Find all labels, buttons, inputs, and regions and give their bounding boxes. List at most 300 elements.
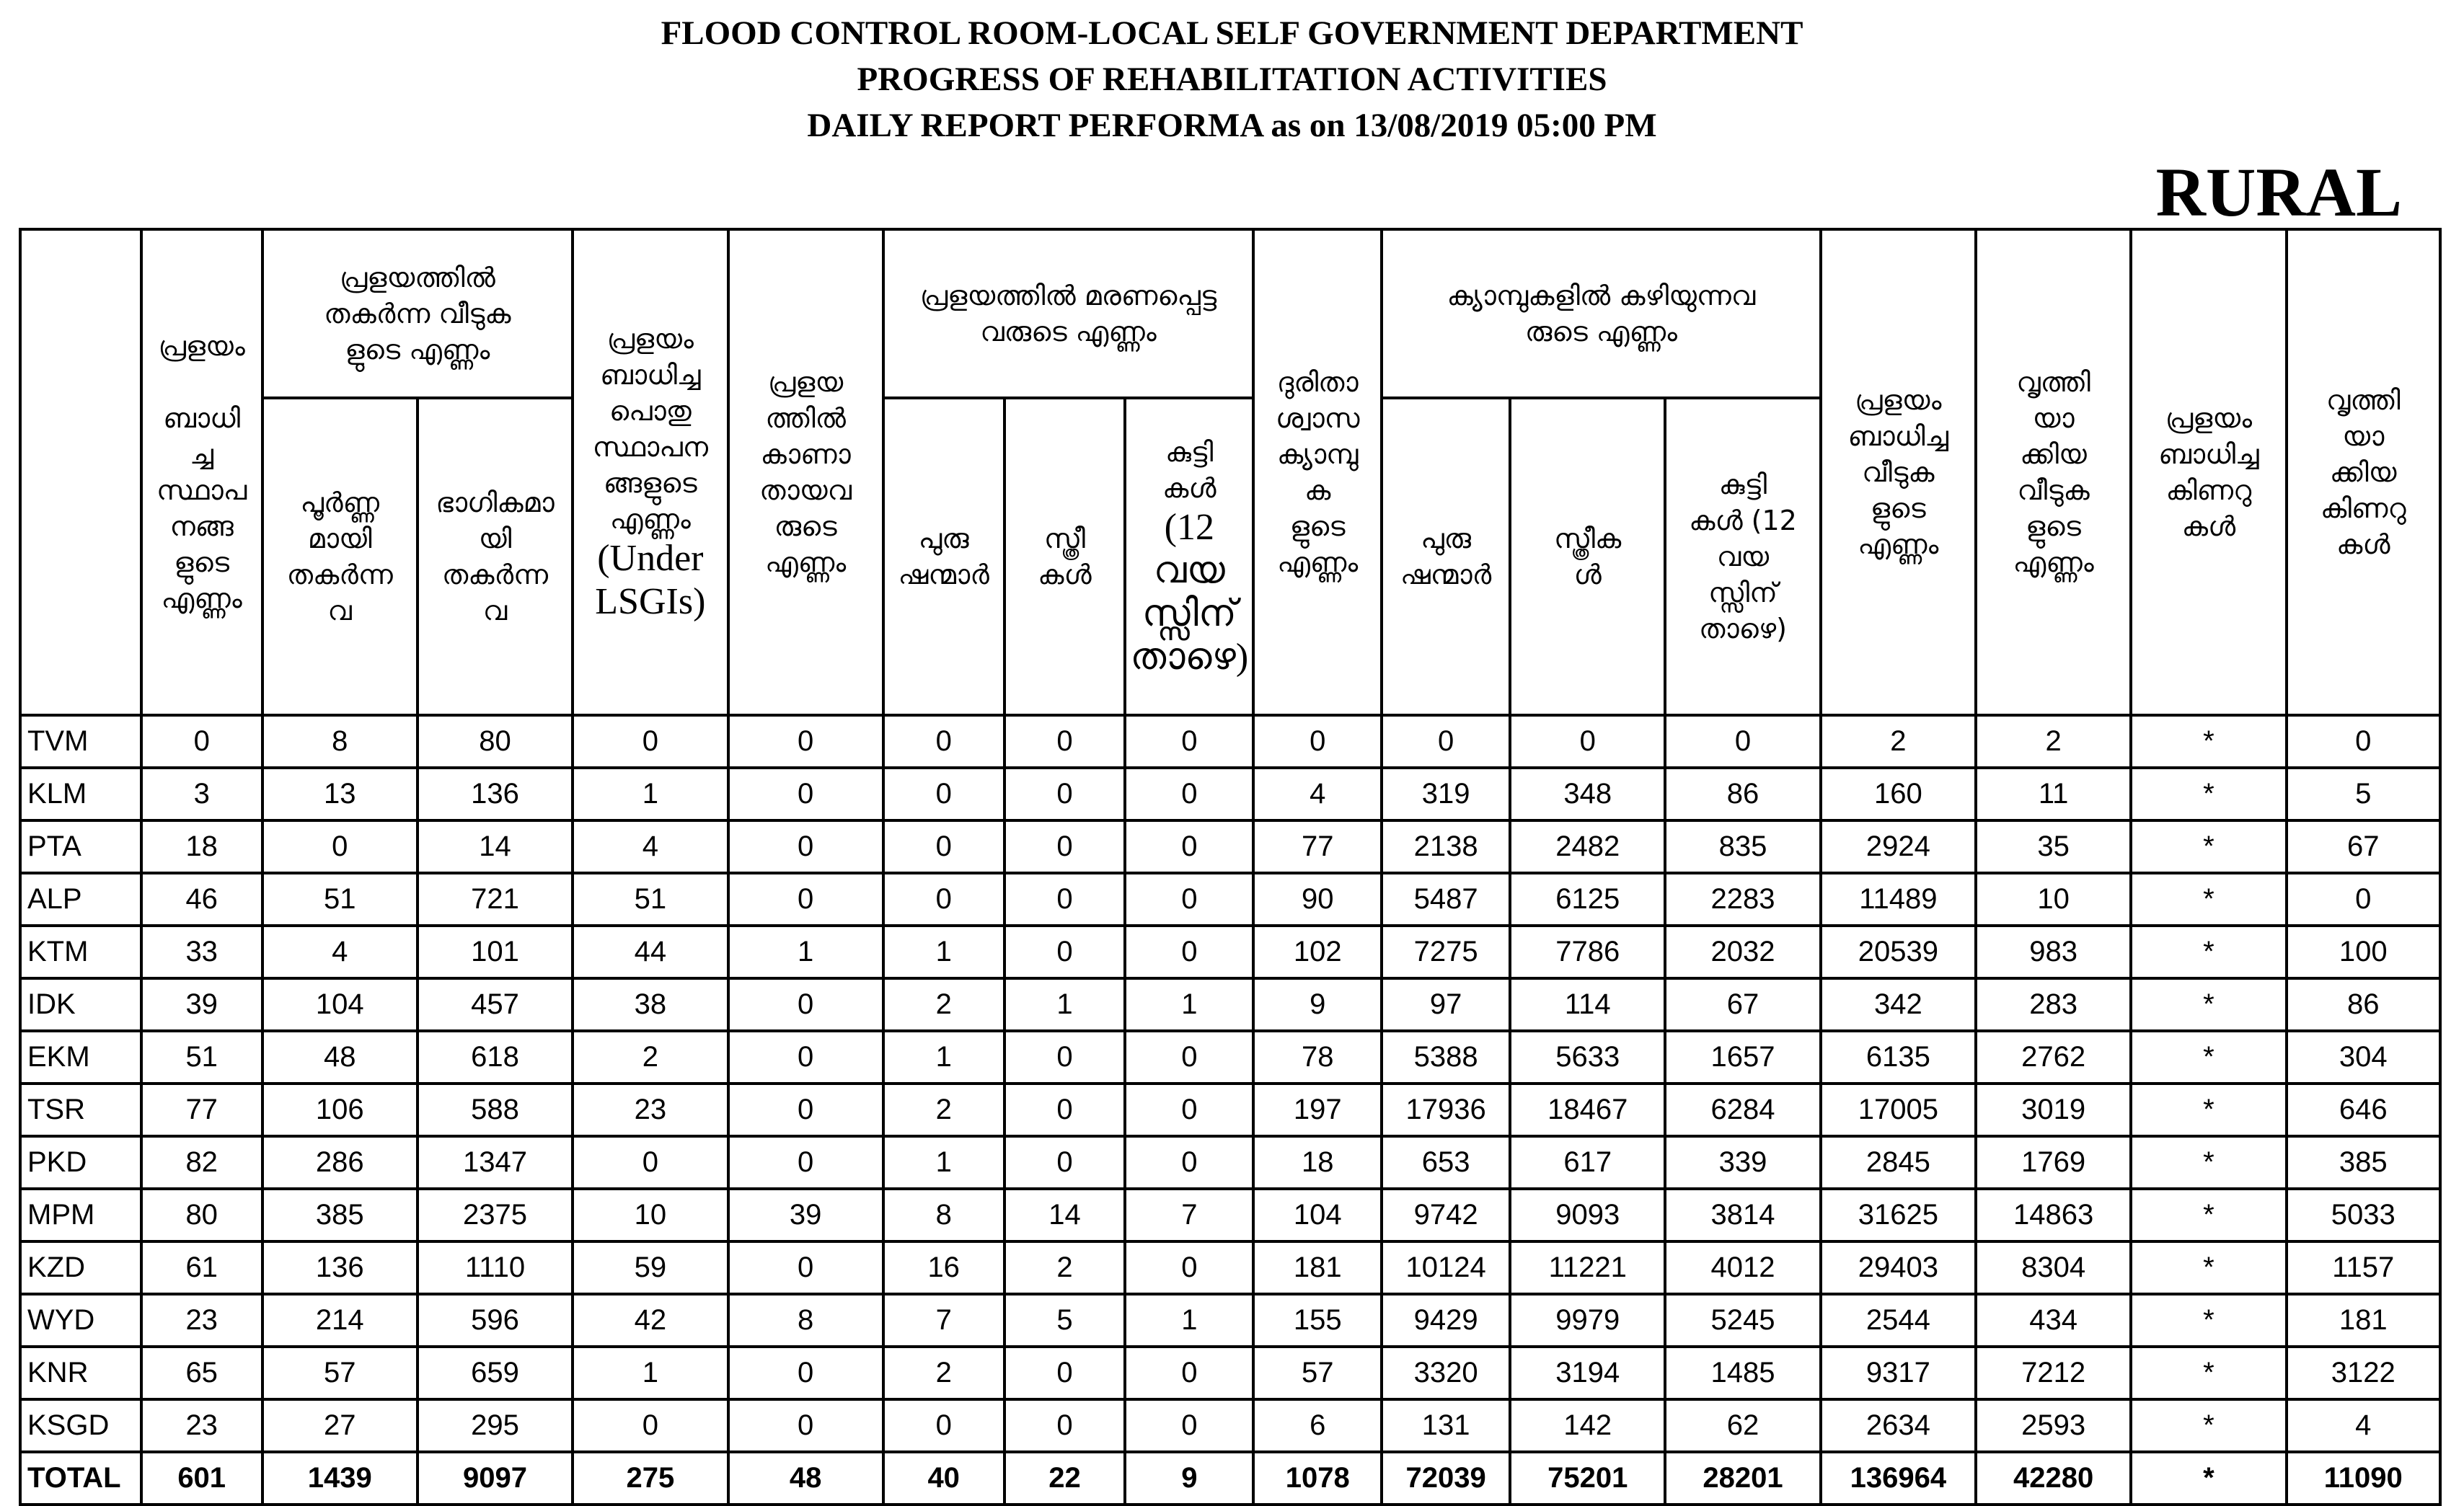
value-cell: * (2131, 1084, 2286, 1136)
value-cell: 1110 (418, 1241, 573, 1294)
value-cell: 0 (141, 715, 262, 768)
value-cell: 275 (573, 1452, 728, 1505)
value-cell: 51 (573, 873, 728, 926)
value-cell: * (2131, 926, 2286, 978)
value-cell: 104 (262, 978, 418, 1031)
value-cell: 42 (573, 1294, 728, 1347)
table-row (20, 820, 2440, 873)
value-cell: 1157 (2287, 1241, 2440, 1294)
value-cell: 0 (1382, 715, 1510, 768)
deaths-men-header: പുരു ഷന്മാർ (883, 398, 1004, 715)
value-cell: 46 (141, 873, 262, 926)
value-cell: 0 (728, 1084, 883, 1136)
value-cell: 2 (1004, 1241, 1126, 1294)
value-cell: 14 (418, 820, 573, 873)
value-cell: 2 (1821, 715, 1976, 768)
value-cell: 0 (728, 820, 883, 873)
value-cell: 136964 (1821, 1452, 1976, 1505)
table-row (20, 873, 2440, 926)
value-cell: 39 (141, 978, 262, 1031)
value-cell: 1 (883, 1031, 1004, 1084)
value-cell: 2032 (1665, 926, 1820, 978)
value-cell: 0 (1004, 1084, 1126, 1136)
value-cell: 4 (2287, 1399, 2440, 1452)
value-cell: 0 (728, 715, 883, 768)
value-cell: 8304 (1976, 1241, 2131, 1294)
value-cell: 35 (1976, 820, 2131, 873)
value-cell: 11221 (1510, 1241, 1665, 1294)
value-cell: 77 (1253, 820, 1382, 873)
value-cell: 10 (573, 1189, 728, 1241)
value-cell: 44 (573, 926, 728, 978)
value-cell: 618 (418, 1031, 573, 1084)
value-cell: 7 (883, 1294, 1004, 1347)
district-cell: PKD (20, 1136, 141, 1189)
value-cell: 197 (1253, 1084, 1382, 1136)
public-institutions-label-en: (Under LSGIs) (595, 538, 706, 622)
value-cell: 2 (883, 1084, 1004, 1136)
value-cell: 4 (1253, 768, 1382, 820)
value-cell: 0 (1125, 715, 1253, 768)
value-cell: 0 (728, 1241, 883, 1294)
value-cell: 9429 (1382, 1294, 1510, 1347)
value-cell: 8 (728, 1294, 883, 1347)
value-cell: 67 (2287, 820, 2440, 873)
value-cell: 214 (262, 1294, 418, 1347)
value-cell: 1 (883, 926, 1004, 978)
value-cell: * (2131, 1399, 2286, 1452)
value-cell: 0 (728, 1399, 883, 1452)
value-cell: 6 (1253, 1399, 1382, 1452)
value-cell: 0 (1004, 926, 1126, 978)
value-cell: 0 (1125, 926, 1253, 978)
value-cell: 5388 (1382, 1031, 1510, 1084)
value-cell: 23 (573, 1084, 728, 1136)
table-row (20, 1399, 2440, 1452)
value-cell: 75201 (1510, 1452, 1665, 1505)
value-cell: 61 (141, 1241, 262, 1294)
value-cell: 0 (1125, 1347, 1253, 1399)
public-institutions-header (573, 229, 728, 715)
value-cell: 100 (2287, 926, 2440, 978)
affected-houses-header: പ്രളയം ബാധിച്ച വീടുക ളുടെ എണ്ണം (1821, 229, 1976, 715)
value-cell: 0 (883, 715, 1004, 768)
value-cell: * (2131, 820, 2286, 873)
district-cell: IDK (20, 978, 141, 1031)
value-cell: 3019 (1976, 1084, 2131, 1136)
value-cell: 5633 (1510, 1031, 1665, 1084)
value-cell: 102 (1253, 926, 1382, 978)
value-cell: 160 (1821, 768, 1976, 820)
value-cell: 80 (141, 1189, 262, 1241)
value-cell: 588 (418, 1084, 573, 1136)
table-row (20, 978, 2440, 1031)
value-cell: 2138 (1382, 820, 1510, 873)
value-cell: 3122 (2287, 1347, 2440, 1399)
value-cell: 0 (1125, 873, 1253, 926)
value-cell: 97 (1382, 978, 1510, 1031)
value-cell: 2845 (1821, 1136, 1976, 1189)
value-cell: 0 (573, 1136, 728, 1189)
value-cell: 286 (262, 1136, 418, 1189)
value-cell: 1347 (418, 1136, 573, 1189)
value-cell: 10124 (1382, 1241, 1510, 1294)
value-cell: 136 (262, 1241, 418, 1294)
value-cell: 2482 (1510, 820, 1665, 873)
cleaned-houses-header: വൃത്തി യാ ക്കിയ വീടുക ളുടെ എണ്ണം (1976, 229, 2131, 715)
value-cell: 5245 (1665, 1294, 1820, 1347)
value-cell: 33 (141, 926, 262, 978)
value-cell: * (2131, 1189, 2286, 1241)
value-cell: 0 (1125, 1136, 1253, 1189)
value-cell: 342 (1821, 978, 1976, 1031)
value-cell: 17005 (1821, 1084, 1976, 1136)
value-cell: 4 (573, 820, 728, 873)
value-cell: 0 (1510, 715, 1665, 768)
value-cell: 82 (141, 1136, 262, 1189)
damaged-houses-group-header: പ്രളയത്തിൽ തകർന്ന വീടുക ളുടെ എണ്ണം (262, 229, 573, 398)
district-cell: EKM (20, 1031, 141, 1084)
value-cell: 2 (883, 978, 1004, 1031)
value-cell: 0 (1665, 715, 1820, 768)
cleaned-wells-header: വൃത്തി യാ ക്കിയ കിണറു കൾ (2287, 229, 2440, 715)
report-subtitle: PROGRESS OF REHABILITATION ACTIVITIES (857, 61, 1607, 98)
value-cell: 9 (1253, 978, 1382, 1031)
value-cell: 339 (1665, 1136, 1820, 1189)
value-cell: * (2131, 1136, 2286, 1189)
value-cell: 28201 (1665, 1452, 1820, 1505)
value-cell: 57 (1253, 1347, 1382, 1399)
value-cell: 0 (1004, 715, 1126, 768)
value-cell: 0 (1125, 1399, 1253, 1452)
value-cell: 457 (418, 978, 573, 1031)
value-cell: 1 (573, 768, 728, 820)
value-cell: 653 (1382, 1136, 1510, 1189)
district-cell: ALP (20, 873, 141, 926)
value-cell: 86 (1665, 768, 1820, 820)
value-cell: 721 (418, 873, 573, 926)
value-cell: 304 (2287, 1031, 2440, 1084)
district-cell: TVM (20, 715, 141, 768)
affected-wells-header: പ്രളയം ബാധിച്ച കിണറു കൾ (2131, 229, 2286, 715)
value-cell: 3 (141, 768, 262, 820)
value-cell: 0 (883, 768, 1004, 820)
value-cell: 106 (262, 1084, 418, 1136)
deaths-children-header (1125, 398, 1253, 715)
value-cell: 2283 (1665, 873, 1820, 926)
value-cell: * (2131, 715, 2286, 768)
value-cell: 67 (1665, 978, 1820, 1031)
table-row (20, 1084, 2440, 1136)
value-cell: 0 (1004, 820, 1126, 873)
affected-institutions-header: പ്രളയം ബാധി ച്ച സ്ഥാപ നങ്ങ ളുടെ എണ്ണം (141, 229, 262, 715)
value-cell: 181 (1253, 1241, 1382, 1294)
value-cell: 835 (1665, 820, 1820, 873)
value-cell: 0 (1125, 768, 1253, 820)
value-cell: 14863 (1976, 1189, 2131, 1241)
value-cell: 20539 (1821, 926, 1976, 978)
value-cell: * (2131, 1347, 2286, 1399)
value-cell: 9317 (1821, 1347, 1976, 1399)
value-cell: 0 (573, 1399, 728, 1452)
value-cell: 38 (573, 978, 728, 1031)
value-cell: 7 (1125, 1189, 1253, 1241)
camp-children-header: കുട്ടി കൾ (12 വയ സ്സിന് താഴെ) (1665, 398, 1820, 715)
value-cell: 0 (728, 1031, 883, 1084)
value-cell: 0 (728, 768, 883, 820)
value-cell: 86 (2287, 978, 2440, 1031)
value-cell: 0 (1125, 1084, 1253, 1136)
value-cell: 295 (418, 1399, 573, 1452)
deaths-children-label-en: (12 വയ സ്സിന് താഴെ) (1130, 507, 1249, 678)
value-cell: 11489 (1821, 873, 1976, 926)
value-cell: 434 (1976, 1294, 2131, 1347)
value-cell: 0 (2287, 873, 2440, 926)
value-cell: 142 (1510, 1399, 1665, 1452)
value-cell: 0 (2287, 715, 2440, 768)
value-cell: 0 (883, 820, 1004, 873)
value-cell: 0 (573, 715, 728, 768)
district-cell: MPM (20, 1189, 141, 1241)
table-row (20, 768, 2440, 820)
value-cell: 0 (1125, 1031, 1253, 1084)
value-cell: 1769 (1976, 1136, 2131, 1189)
district-cell: KNR (20, 1347, 141, 1399)
value-cell: 59 (573, 1241, 728, 1294)
value-cell: 0 (1004, 1031, 1126, 1084)
value-cell: 0 (1004, 1136, 1126, 1189)
value-cell: 9 (1125, 1452, 1253, 1505)
value-cell: 51 (262, 873, 418, 926)
value-cell: 27 (262, 1399, 418, 1452)
value-cell: 16 (883, 1241, 1004, 1294)
value-cell: 1 (883, 1136, 1004, 1189)
value-cell: 29403 (1821, 1241, 1976, 1294)
value-cell: 646 (2287, 1084, 2440, 1136)
value-cell: 18 (141, 820, 262, 873)
value-cell: 0 (1004, 1347, 1126, 1399)
value-cell: 136 (418, 768, 573, 820)
value-cell: 72039 (1382, 1452, 1510, 1505)
value-cell: 11 (1976, 768, 2131, 820)
table-body (20, 715, 2440, 1505)
table-row (20, 1347, 2440, 1399)
value-cell: 601 (141, 1452, 262, 1505)
relief-camps-header: ദുരിതാ ശ്വാസ ക്യാമ്പു ക ളുടെ എണ്ണം (1253, 229, 1382, 715)
value-cell: 17936 (1382, 1084, 1510, 1136)
value-cell: 114 (1510, 978, 1665, 1031)
value-cell: 2593 (1976, 1399, 2131, 1452)
value-cell: 77 (141, 1084, 262, 1136)
district-cell: PTA (20, 820, 141, 873)
value-cell: 7275 (1382, 926, 1510, 978)
camp-men-header: പുരു ഷന്മാർ (1382, 398, 1510, 715)
table-row (20, 926, 2440, 978)
value-cell: 5487 (1382, 873, 1510, 926)
value-cell: 617 (1510, 1136, 1665, 1189)
value-cell: 9979 (1510, 1294, 1665, 1347)
value-cell: 78 (1253, 1031, 1382, 1084)
value-cell: 0 (1125, 820, 1253, 873)
value-cell: 9093 (1510, 1189, 1665, 1241)
value-cell: 80 (418, 715, 573, 768)
district-cell: KLM (20, 768, 141, 820)
value-cell: 10 (1976, 873, 2131, 926)
value-cell: * (2131, 978, 2286, 1031)
value-cell: 5 (1004, 1294, 1126, 1347)
value-cell: 1 (1125, 978, 1253, 1031)
value-cell: 1 (1004, 978, 1126, 1031)
value-cell: 8 (262, 715, 418, 768)
value-cell: 39 (728, 1189, 883, 1241)
value-cell: 283 (1976, 978, 2131, 1031)
value-cell: 23 (141, 1294, 262, 1347)
value-cell: 42280 (1976, 1452, 2131, 1505)
camp-residents-group-header: ക്യാമ്പുകളിൽ കഴിയുന്നവ രുടെ എണ്ണം (1382, 229, 1821, 398)
value-cell: 4 (262, 926, 418, 978)
value-cell: 22 (1004, 1452, 1126, 1505)
total-row (20, 1452, 2440, 1505)
value-cell: 4012 (1665, 1241, 1820, 1294)
value-cell: 2375 (418, 1189, 573, 1241)
value-cell: 57 (262, 1347, 418, 1399)
value-cell: 18 (1253, 1136, 1382, 1189)
camp-women-header: സ്ത്രീക ൾ (1510, 398, 1665, 715)
value-cell: 2924 (1821, 820, 1976, 873)
value-cell: 1439 (262, 1452, 418, 1505)
value-cell: 31625 (1821, 1189, 1976, 1241)
value-cell: 3814 (1665, 1189, 1820, 1241)
value-cell: 0 (1004, 768, 1126, 820)
value-cell: 385 (2287, 1136, 2440, 1189)
value-cell: * (2131, 1241, 2286, 1294)
houses-full-header: പൂർണ്ണ മായി തകർന്ന വ (262, 398, 418, 715)
value-cell: 1078 (1253, 1452, 1382, 1505)
value-cell: 0 (883, 1399, 1004, 1452)
value-cell: * (2131, 1452, 2286, 1505)
value-cell: 6284 (1665, 1084, 1820, 1136)
district-cell: TSR (20, 1084, 141, 1136)
district-cell: WYD (20, 1294, 141, 1347)
value-cell: 6125 (1510, 873, 1665, 926)
value-cell: 2634 (1821, 1399, 1976, 1452)
value-cell: 0 (728, 1136, 883, 1189)
rehabilitation-table (19, 228, 2442, 1506)
value-cell: 40 (883, 1452, 1004, 1505)
district-cell: KZD (20, 1241, 141, 1294)
value-cell: 319 (1382, 768, 1510, 820)
deaths-group-header: പ്രളയത്തിൽ മരണപ്പെട്ട വരുടെ എണ്ണം (883, 229, 1253, 398)
value-cell: 48 (262, 1031, 418, 1084)
value-cell: 5 (2287, 768, 2440, 820)
deaths-women-header: സ്ത്രീ കൾ (1004, 398, 1126, 715)
value-cell: * (2131, 768, 2286, 820)
value-cell: 23 (141, 1399, 262, 1452)
value-cell: 2 (1976, 715, 2131, 768)
value-cell: 0 (728, 978, 883, 1031)
value-cell: 18467 (1510, 1084, 1665, 1136)
value-cell: 13 (262, 768, 418, 820)
value-cell: 983 (1976, 926, 2131, 978)
value-cell: 3194 (1510, 1347, 1665, 1399)
table-row (20, 1136, 2440, 1189)
report-title: FLOOD CONTROL ROOM-LOCAL SELF GOVERNMENT DEPARTMENT (661, 14, 1803, 52)
value-cell: 62 (1665, 1399, 1820, 1452)
value-cell: 0 (1004, 1399, 1126, 1452)
value-cell: 11090 (2287, 1452, 2440, 1505)
value-cell: 104 (1253, 1189, 1382, 1241)
value-cell: 131 (1382, 1399, 1510, 1452)
value-cell: 2544 (1821, 1294, 1976, 1347)
value-cell: 181 (2287, 1294, 2440, 1347)
district-cell: KSGD (20, 1399, 141, 1452)
value-cell: 659 (418, 1347, 573, 1399)
value-cell: 1657 (1665, 1031, 1820, 1084)
value-cell: 0 (728, 1347, 883, 1399)
value-cell: 5033 (2287, 1189, 2440, 1241)
missing-header: പ്രളയ ത്തിൽ കാണാ തായവ രുടെ എണ്ണം (728, 229, 883, 715)
value-cell: 48 (728, 1452, 883, 1505)
value-cell: 0 (1125, 1241, 1253, 1294)
value-cell: 0 (1253, 715, 1382, 768)
value-cell: 0 (262, 820, 418, 873)
value-cell: 9742 (1382, 1189, 1510, 1241)
public-institutions-label: പ്രളയം ബാധിച്ച പൊതു സ്ഥാപന ങ്ങളുടെ എണ്ണം (592, 323, 709, 535)
value-cell: 101 (418, 926, 573, 978)
value-cell: * (2131, 1031, 2286, 1084)
value-cell: 7212 (1976, 1347, 2131, 1399)
value-cell: 3320 (1382, 1347, 1510, 1399)
table-row (20, 1241, 2440, 1294)
value-cell: 0 (728, 873, 883, 926)
value-cell: 0 (1004, 873, 1126, 926)
value-cell: 8 (883, 1189, 1004, 1241)
houses-partial-header: ഭാഗികമാ യി തകർന്ന വ (418, 398, 573, 715)
value-cell: 2762 (1976, 1031, 2131, 1084)
value-cell: 2 (573, 1031, 728, 1084)
value-cell: 1485 (1665, 1347, 1820, 1399)
deaths-children-label: കുട്ടി കൾ (1162, 436, 1216, 504)
value-cell: 90 (1253, 873, 1382, 926)
value-cell: 9097 (418, 1452, 573, 1505)
value-cell: 2 (883, 1347, 1004, 1399)
value-cell: * (2131, 1294, 2286, 1347)
value-cell: * (2131, 873, 2286, 926)
value-cell: 7786 (1510, 926, 1665, 978)
value-cell: 1 (573, 1347, 728, 1399)
category-label: RURAL (2155, 154, 2402, 231)
district-cell: KTM (20, 926, 141, 978)
value-cell: 596 (418, 1294, 573, 1347)
table-row (20, 715, 2440, 768)
table-row (20, 1294, 2440, 1347)
value-cell: 1 (728, 926, 883, 978)
value-cell: 51 (141, 1031, 262, 1084)
value-cell: 65 (141, 1347, 262, 1399)
value-cell: 385 (262, 1189, 418, 1241)
value-cell: 1 (1125, 1294, 1253, 1347)
value-cell: 14 (1004, 1189, 1126, 1241)
value-cell: 6135 (1821, 1031, 1976, 1084)
table-row (20, 1189, 2440, 1241)
table-row (20, 1031, 2440, 1084)
value-cell: 0 (883, 873, 1004, 926)
district-header (20, 229, 141, 715)
value-cell: 348 (1510, 768, 1665, 820)
district-cell: TOTAL (20, 1452, 141, 1505)
value-cell: 155 (1253, 1294, 1382, 1347)
report-date-line: DAILY REPORT PERFORMA as on 13/08/2019 05:00 PM (807, 107, 1657, 144)
